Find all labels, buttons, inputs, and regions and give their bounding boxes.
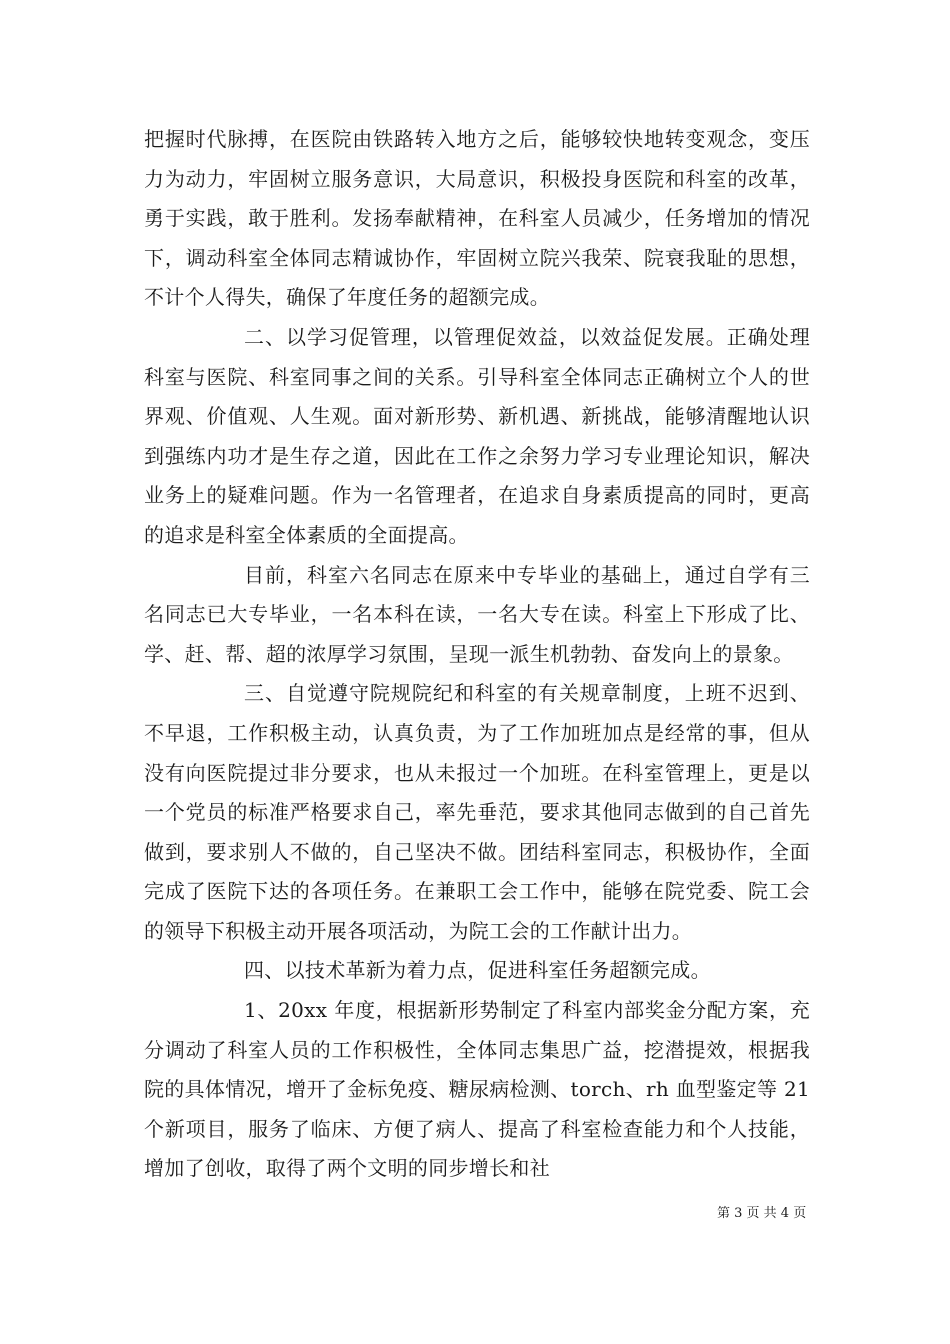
paragraph-4: 三、自觉遵守院规院纪和科室的有关规章制度，上班不迟到、不早退，工作积极主动，认真负责，为了工作加班加点是经常的事，但从没有向医院提过非分要求，也从未报过一个加班。在科室管理上，更是以一个党员的标准严格要求自己，率先垂范，要求其他同志做到的自己首先做到，要求别人不做的，自己坚决不做。团结科室同志，积极协作，全面完成了医院下达的各项任务。在兼职工会工作中，能够在院党委、院工会的领导下积极主动开展各项活动，为院工会的工作献计出力。 xyxy=(144,681,810,943)
document-body xyxy=(144,120,810,1189)
paragraph-1: 把握时代脉搏，在医院由铁路转入地方之后，能够较快地转变观念，变压力为动力，牢固树立服务意识，大局意识，积极投身医院和科室的改革，勇于实践，敢于胜利。发扬奉献精神，在科室人员减少，任务增加的情况下，调动科室全体同志精诚协作，牢固树立院兴我荣、院衰我耻的思想，不计个人得失，确保了年度任务的超额完成。 xyxy=(144,127,810,310)
paragraph-6: 1、20xx 年度，根据新形势制定了科室内部奖金分配方案，充分调动了科室人员的工作积极性，全体同志集思广益，挖潜提效，根据我院的具体情况，增开了金标免疫、糖尿病检测、torch、rh 血型鉴定等 21 个新项目，服务了临床、方便了病人、提高了科室检查能力和个人技能，增加了创收，取得了两个文明的同步增长和社 xyxy=(144,998,810,1181)
paragraph-3: 目前，科室六名同志在原来中专毕业的基础上，通过自学有三名同志已大专毕业，一名本科在读，一名大专在读。科室上下形成了比、学、赶、帮、超的浓厚学习氛围，呈现一派生机勃勃、奋发向上的景象。 xyxy=(144,562,810,666)
paragraph-2: 二、以学习促管理，以管理促效益，以效益促发展。正确处理科室与医院、科室同事之间的关系。引导科室全体同志正确树立个人的世界观、价值观、人生观。面对新形势、新机遇、新挑战，能够清醒地认识到强练内功才是生存之道，因此在工作之余努力学习专业理论知识，解决业务上的疑难问题。作为一名管理者，在追求自身素质提高的同时，更高的追求是科室全体素质的全面提高。 xyxy=(144,324,810,547)
page-number-footer: 第 3 页 共 4 页 xyxy=(717,1206,807,1221)
paragraph-5: 四、以技术革新为着力点，促进科室任务超额完成。 xyxy=(244,958,711,983)
